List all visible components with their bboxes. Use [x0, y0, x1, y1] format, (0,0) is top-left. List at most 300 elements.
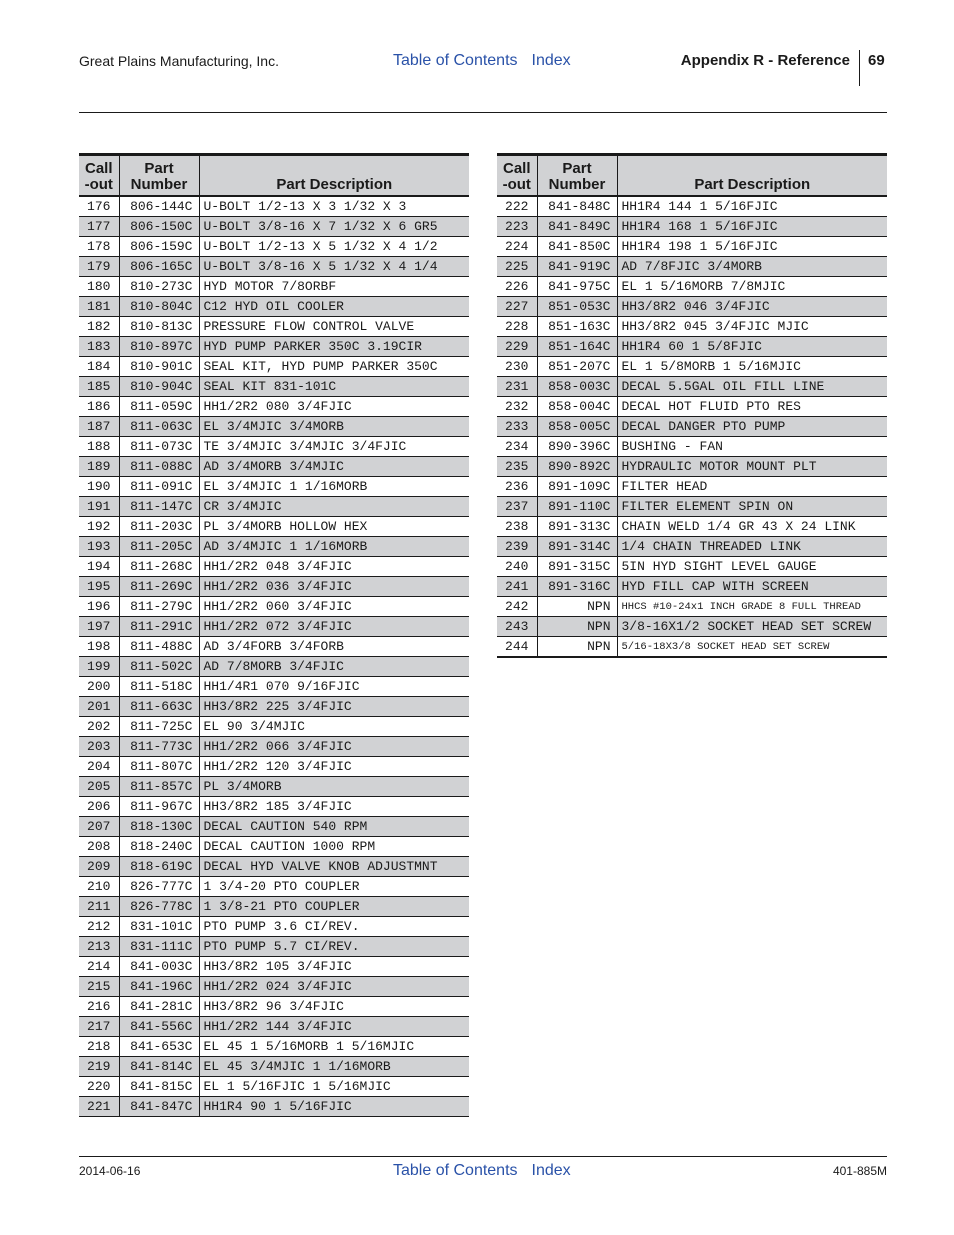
- header-divider: [859, 50, 860, 86]
- part-description-cell: TE 3/4MJIC 3/4MJIC 3/4FJIC: [199, 437, 469, 457]
- part-number-cell: 891-316C: [537, 577, 617, 597]
- table-header-row: [79, 155, 469, 197]
- table-row: [79, 677, 469, 697]
- part-number-cell: 811-967C: [119, 797, 199, 817]
- part-description-cell: C12 HYD OIL COOLER: [199, 297, 469, 317]
- part-number-cell: 811-268C: [119, 557, 199, 577]
- part-description-cell: HH1R4 90 1 5/16FJIC: [199, 1097, 469, 1117]
- part-description-cell: HH3/8R2 046 3/4FJIC: [617, 297, 887, 317]
- callout-cell: 231: [497, 377, 537, 397]
- part-number-cell: 811-663C: [119, 697, 199, 717]
- callout-cell: 224: [497, 237, 537, 257]
- callout-cell: 209: [79, 857, 119, 877]
- table-row: [79, 417, 469, 437]
- callout-cell: 228: [497, 317, 537, 337]
- callout-cell: 187: [79, 417, 119, 437]
- part-description-cell: HH1R4 168 1 5/16FJIC: [617, 217, 887, 237]
- part-number-cell: 841-653C: [119, 1037, 199, 1057]
- part-description-cell: EL 1 5/16MORB 7/8MJIC: [617, 277, 887, 297]
- part-number-cell: 841-847C: [119, 1097, 199, 1117]
- table-row: [79, 337, 469, 357]
- table-row: [79, 757, 469, 777]
- table-row: [79, 997, 469, 1017]
- callout-cell: 196: [79, 597, 119, 617]
- callout-cell: 205: [79, 777, 119, 797]
- callout-cell: 234: [497, 437, 537, 457]
- part-number-cell: 811-291C: [119, 617, 199, 637]
- table-row: [79, 637, 469, 657]
- table-row: [497, 537, 887, 557]
- appendix-title: Appendix R - Reference: [680, 52, 850, 69]
- part-number-cell: 851-207C: [537, 357, 617, 377]
- table-row: [79, 657, 469, 677]
- callout-cell: 178: [79, 237, 119, 257]
- part-description-cell: FILTER ELEMENT SPIN ON: [617, 497, 887, 517]
- part-description-cell: HYD PUMP PARKER 350C 3.19CIR: [199, 337, 469, 357]
- part-number-cell: 841-003C: [119, 957, 199, 977]
- table-row: [497, 417, 887, 437]
- part-number-cell: 811-269C: [119, 577, 199, 597]
- part-number-cell: 891-313C: [537, 517, 617, 537]
- callout-cell: 207: [79, 817, 119, 837]
- callout-cell: 206: [79, 797, 119, 817]
- callout-cell: 230: [497, 357, 537, 377]
- part-description-cell: HHCS #10-24x1 INCH GRADE 8 FULL THREAD: [617, 597, 887, 617]
- table-row: [497, 477, 887, 497]
- part-number-cell: 831-111C: [119, 937, 199, 957]
- part-description-cell: EL 3/4MJIC 1 1/16MORB: [199, 477, 469, 497]
- part-description-cell: DECAL DANGER PTO PUMP: [617, 417, 887, 437]
- part-number-cell: 811-205C: [119, 537, 199, 557]
- part-number-cell: 851-163C: [537, 317, 617, 337]
- part-number-cell: 811-059C: [119, 397, 199, 417]
- footer-nav: [393, 1162, 571, 1180]
- callout-cell: 183: [79, 337, 119, 357]
- table-row: [497, 297, 887, 317]
- part-description-cell: HH1/2R2 072 3/4FJIC: [199, 617, 469, 637]
- table-row: [79, 977, 469, 997]
- part-description-cell: HH1/2R2 066 3/4FJIC: [199, 737, 469, 757]
- part-description-cell: HH1/2R2 080 3/4FJIC: [199, 397, 469, 417]
- callout-cell: 184: [79, 357, 119, 377]
- callout-cell: 219: [79, 1057, 119, 1077]
- part-number-cell: 810-273C: [119, 277, 199, 297]
- table-row: [79, 497, 469, 517]
- table-row: [497, 337, 887, 357]
- table-row: [79, 897, 469, 917]
- table-row: [79, 737, 469, 757]
- table-row: [497, 557, 887, 577]
- callout-header: Call -out: [79, 155, 119, 197]
- callout-cell: 241: [497, 577, 537, 597]
- part-description-cell: HH3/8R2 96 3/4FJIC: [199, 997, 469, 1017]
- table-row: [79, 1037, 469, 1057]
- callout-cell: 235: [497, 457, 537, 477]
- part-number-cell: 891-315C: [537, 557, 617, 577]
- table-header-row: [497, 155, 887, 197]
- callout-cell: 211: [79, 897, 119, 917]
- part-description-cell: U-BOLT 1/2-13 X 5 1/32 X 4 1/2: [199, 237, 469, 257]
- callout-cell: 244: [497, 637, 537, 658]
- part-description-cell: AD 7/8FJIC 3/4MORB: [617, 257, 887, 277]
- part-description-cell: U-BOLT 3/8-16 X 7 1/32 X 6 GR5: [199, 217, 469, 237]
- callout-header: Call -out: [497, 155, 537, 197]
- table-row: [497, 397, 887, 417]
- callout-cell: 204: [79, 757, 119, 777]
- part-number-cell: 841-919C: [537, 257, 617, 277]
- part-number-cell: 841-975C: [537, 277, 617, 297]
- table-row: [497, 517, 887, 537]
- callout-cell: 195: [79, 577, 119, 597]
- table-row: [79, 397, 469, 417]
- part-description-cell: EL 1 5/16FJIC 1 5/16MJIC: [199, 1077, 469, 1097]
- table-row: [79, 1097, 469, 1117]
- part-number-cell: 810-897C: [119, 337, 199, 357]
- callout-cell: 199: [79, 657, 119, 677]
- table-row: [79, 797, 469, 817]
- part-description-cell: EL 1 5/8MORB 1 5/16MJIC: [617, 357, 887, 377]
- part-number-header: Part Number: [119, 155, 199, 197]
- table-row: [79, 917, 469, 937]
- table-row: [497, 317, 887, 337]
- callout-cell: 198: [79, 637, 119, 657]
- table-row: [79, 877, 469, 897]
- part-description-cell: HYDRAULIC MOTOR MOUNT PLT: [617, 457, 887, 477]
- callout-cell: 238: [497, 517, 537, 537]
- callout-cell: 227: [497, 297, 537, 317]
- table-row: [79, 717, 469, 737]
- part-description-cell: HH1/2R2 048 3/4FJIC: [199, 557, 469, 577]
- part-description-cell: 5/16-18X3/8 SOCKET HEAD SET SCREW: [617, 637, 887, 658]
- footer-date: 2014-06-16: [79, 1164, 141, 1178]
- table-row: [79, 577, 469, 597]
- part-description-cell: U-BOLT 1/2-13 X 3 1/32 X 3: [199, 196, 469, 217]
- part-number-cell: 891-314C: [537, 537, 617, 557]
- part-number-cell: 858-005C: [537, 417, 617, 437]
- callout-cell: 214: [79, 957, 119, 977]
- callout-cell: 223: [497, 217, 537, 237]
- table-row: [497, 457, 887, 477]
- part-number-cell: 810-901C: [119, 357, 199, 377]
- part-description-cell: EL 45 1 5/16MORB 1 5/16MJIC: [199, 1037, 469, 1057]
- table-row: [79, 1057, 469, 1077]
- table-row: [79, 597, 469, 617]
- part-number-cell: NPN: [537, 617, 617, 637]
- table-row: [497, 577, 887, 597]
- table-row: [497, 497, 887, 517]
- part-number-cell: 811-091C: [119, 477, 199, 497]
- table-row: [497, 377, 887, 397]
- callout-cell: 233: [497, 417, 537, 437]
- part-number-header: Part Number: [537, 155, 617, 197]
- part-description-cell: HH1R4 60 1 5/8FJIC: [617, 337, 887, 357]
- part-description-cell: DECAL 5.5GAL OIL FILL LINE: [617, 377, 887, 397]
- callout-cell: 220: [79, 1077, 119, 1097]
- callout-cell: 239: [497, 537, 537, 557]
- callout-cell: 188: [79, 437, 119, 457]
- table-row: [497, 237, 887, 257]
- part-description-cell: HH1/4R1 070 9/16FJIC: [199, 677, 469, 697]
- table-row: [79, 196, 469, 217]
- callout-cell: 186: [79, 397, 119, 417]
- callout-cell: 215: [79, 977, 119, 997]
- part-description-cell: PL 3/4MORB HOLLOW HEX: [199, 517, 469, 537]
- callout-cell: 189: [79, 457, 119, 477]
- table-row: [79, 837, 469, 857]
- part-number-cell: 806-159C: [119, 237, 199, 257]
- callout-cell: 193: [79, 537, 119, 557]
- part-number-cell: 858-004C: [537, 397, 617, 417]
- part-number-cell: 831-101C: [119, 917, 199, 937]
- table-row: [79, 437, 469, 457]
- part-description-cell: HH3/8R2 185 3/4FJIC: [199, 797, 469, 817]
- table-row: [79, 937, 469, 957]
- part-number-cell: 806-150C: [119, 217, 199, 237]
- callout-cell: 232: [497, 397, 537, 417]
- callout-cell: 181: [79, 297, 119, 317]
- part-description-cell: HH1R4 198 1 5/16FJIC: [617, 237, 887, 257]
- callout-cell: 226: [497, 277, 537, 297]
- callout-cell: 243: [497, 617, 537, 637]
- part-number-cell: 811-488C: [119, 637, 199, 657]
- part-description-cell: 1 3/4-20 PTO COUPLER: [199, 877, 469, 897]
- table-row: [79, 697, 469, 717]
- callout-cell: 240: [497, 557, 537, 577]
- table-row: [497, 637, 887, 658]
- document-code: 401-885M: [832, 1164, 887, 1178]
- part-number-cell: 826-777C: [119, 877, 199, 897]
- header-rule: [79, 112, 887, 113]
- part-description-header: Part Description: [199, 155, 469, 197]
- table-row: [79, 1017, 469, 1037]
- part-number-cell: 841-814C: [119, 1057, 199, 1077]
- footer-rule: [79, 1156, 887, 1157]
- callout-cell: 236: [497, 477, 537, 497]
- table-row: [79, 237, 469, 257]
- part-number-cell: 841-850C: [537, 237, 617, 257]
- table-row: [497, 437, 887, 457]
- part-number-cell: 810-904C: [119, 377, 199, 397]
- callout-cell: 200: [79, 677, 119, 697]
- part-description-cell: SEAL KIT, HYD PUMP PARKER 350C: [199, 357, 469, 377]
- part-description-cell: FILTER HEAD: [617, 477, 887, 497]
- part-number-cell: 811-088C: [119, 457, 199, 477]
- callout-cell: 242: [497, 597, 537, 617]
- part-description-cell: AD 3/4FORB 3/4FORB: [199, 637, 469, 657]
- part-description-cell: EL 45 3/4MJIC 1 1/16MORB: [199, 1057, 469, 1077]
- part-number-cell: 818-619C: [119, 857, 199, 877]
- part-description-cell: PRESSURE FLOW CONTROL VALVE: [199, 317, 469, 337]
- part-description-cell: PL 3/4MORB: [199, 777, 469, 797]
- part-description-cell: HH1/2R2 144 3/4FJIC: [199, 1017, 469, 1037]
- part-description-cell: HH1/2R2 060 3/4FJIC: [199, 597, 469, 617]
- part-description-cell: HH3/8R2 105 3/4FJIC: [199, 957, 469, 977]
- table-row: [79, 357, 469, 377]
- part-number-cell: 811-147C: [119, 497, 199, 517]
- callout-cell: 203: [79, 737, 119, 757]
- part-number-cell: 841-815C: [119, 1077, 199, 1097]
- table-row: [497, 196, 887, 217]
- table-row: [497, 217, 887, 237]
- part-description-cell: HH3/8R2 045 3/4FJIC MJIC: [617, 317, 887, 337]
- part-number-cell: 810-804C: [119, 297, 199, 317]
- callout-cell: 201: [79, 697, 119, 717]
- table-row: [497, 357, 887, 377]
- part-number-cell: 890-892C: [537, 457, 617, 477]
- part-description-cell: SEAL KIT 831-101C: [199, 377, 469, 397]
- part-number-cell: 841-281C: [119, 997, 199, 1017]
- parts-table-left: [79, 153, 469, 1117]
- part-description-cell: DECAL HOT FLUID PTO RES: [617, 397, 887, 417]
- page-number: 69: [868, 52, 885, 69]
- callout-cell: 212: [79, 917, 119, 937]
- table-row: [79, 777, 469, 797]
- part-number-cell: 811-807C: [119, 757, 199, 777]
- table-row: [79, 537, 469, 557]
- table-row: [79, 257, 469, 277]
- callout-cell: 216: [79, 997, 119, 1017]
- table-row: [497, 257, 887, 277]
- part-description-cell: HYD MOTOR 7/8ORBF: [199, 277, 469, 297]
- callout-cell: 176: [79, 196, 119, 217]
- part-number-cell: 811-279C: [119, 597, 199, 617]
- part-description-cell: DECAL CAUTION 540 RPM: [199, 817, 469, 837]
- table-row: [79, 517, 469, 537]
- parts-table-right: [497, 153, 887, 658]
- callout-cell: 202: [79, 717, 119, 737]
- part-number-cell: 811-773C: [119, 737, 199, 757]
- callout-cell: 218: [79, 1037, 119, 1057]
- part-number-cell: 891-109C: [537, 477, 617, 497]
- table-row: [79, 1077, 469, 1097]
- part-number-cell: 891-110C: [537, 497, 617, 517]
- callout-cell: 182: [79, 317, 119, 337]
- part-number-cell: 811-725C: [119, 717, 199, 737]
- callout-cell: 210: [79, 877, 119, 897]
- table-row: [79, 277, 469, 297]
- callout-cell: 213: [79, 937, 119, 957]
- part-number-cell: 806-165C: [119, 257, 199, 277]
- part-description-cell: DECAL HYD VALVE KNOB ADJUSTMNT: [199, 857, 469, 877]
- part-number-cell: 818-130C: [119, 817, 199, 837]
- toc-link[interactable]: Table of Contents: [393, 52, 518, 69]
- part-description-cell: HH1/2R2 036 3/4FJIC: [199, 577, 469, 597]
- part-number-cell: 811-857C: [119, 777, 199, 797]
- part-number-cell: 841-848C: [537, 196, 617, 217]
- part-description-cell: U-BOLT 3/8-16 X 5 1/32 X 4 1/4: [199, 257, 469, 277]
- part-number-cell: 841-196C: [119, 977, 199, 997]
- part-description-header: Part Description: [617, 155, 887, 197]
- callout-cell: 190: [79, 477, 119, 497]
- callout-cell: 197: [79, 617, 119, 637]
- part-description-cell: 1/4 CHAIN THREADED LINK: [617, 537, 887, 557]
- part-number-cell: 818-240C: [119, 837, 199, 857]
- part-description-cell: 3/8-16X1/2 SOCKET HEAD SET SCREW: [617, 617, 887, 637]
- table-row: [497, 277, 887, 297]
- part-description-cell: AD 3/4MJIC 1 1/16MORB: [199, 537, 469, 557]
- toc-link[interactable]: Table of Contents: [393, 1162, 518, 1179]
- part-description-cell: CR 3/4MJIC: [199, 497, 469, 517]
- part-number-cell: 826-778C: [119, 897, 199, 917]
- table-row: [79, 477, 469, 497]
- part-number-cell: 858-003C: [537, 377, 617, 397]
- header-nav: [393, 52, 571, 70]
- part-description-cell: HYD FILL CAP WITH SCREEN: [617, 577, 887, 597]
- callout-cell: 180: [79, 277, 119, 297]
- part-description-cell: HH3/8R2 225 3/4FJIC: [199, 697, 469, 717]
- part-number-cell: NPN: [537, 597, 617, 617]
- part-description-cell: CHAIN WELD 1/4 GR 43 X 24 LINK: [617, 517, 887, 537]
- part-number-cell: 811-203C: [119, 517, 199, 537]
- table-row: [497, 617, 887, 637]
- part-description-cell: 1 3/8-21 PTO COUPLER: [199, 897, 469, 917]
- part-number-cell: 811-063C: [119, 417, 199, 437]
- callout-cell: 222: [497, 196, 537, 217]
- part-description-cell: HH1R4 144 1 5/16FJIC: [617, 196, 887, 217]
- part-description-cell: 5IN HYD SIGHT LEVEL GAUGE: [617, 557, 887, 577]
- index-link[interactable]: Index: [531, 52, 571, 69]
- part-number-cell: 811-502C: [119, 657, 199, 677]
- part-description-cell: HH1/2R2 024 3/4FJIC: [199, 977, 469, 997]
- part-number-cell: 890-396C: [537, 437, 617, 457]
- part-description-cell: AD 3/4MORB 3/4MJIC: [199, 457, 469, 477]
- callout-cell: 194: [79, 557, 119, 577]
- table-row: [79, 317, 469, 337]
- callout-cell: 179: [79, 257, 119, 277]
- table-row: [79, 217, 469, 237]
- part-description-cell: PTO PUMP 5.7 CI/REV.: [199, 937, 469, 957]
- table-row: [79, 297, 469, 317]
- table-row: [497, 597, 887, 617]
- part-description-cell: EL 3/4MJIC 3/4MORB: [199, 417, 469, 437]
- callout-cell: 229: [497, 337, 537, 357]
- part-number-cell: 841-849C: [537, 217, 617, 237]
- table-row: [79, 377, 469, 397]
- part-description-cell: EL 90 3/4MJIC: [199, 717, 469, 737]
- callout-cell: 192: [79, 517, 119, 537]
- callout-cell: 177: [79, 217, 119, 237]
- table-row: [79, 457, 469, 477]
- table-row: [79, 857, 469, 877]
- part-description-cell: DECAL CAUTION 1000 RPM: [199, 837, 469, 857]
- table-row: [79, 617, 469, 637]
- callout-cell: 237: [497, 497, 537, 517]
- table-row: [79, 557, 469, 577]
- part-number-cell: NPN: [537, 637, 617, 658]
- part-number-cell: 851-164C: [537, 337, 617, 357]
- part-number-cell: 811-073C: [119, 437, 199, 457]
- part-number-cell: 851-053C: [537, 297, 617, 317]
- part-description-cell: PTO PUMP 3.6 CI/REV.: [199, 917, 469, 937]
- part-description-cell: HH1/2R2 120 3/4FJIC: [199, 757, 469, 777]
- callout-cell: 217: [79, 1017, 119, 1037]
- index-link[interactable]: Index: [531, 1162, 571, 1179]
- table-row: [79, 957, 469, 977]
- part-number-cell: 810-813C: [119, 317, 199, 337]
- table-row: [79, 817, 469, 837]
- company-name: Great Plains Manufacturing, Inc.: [79, 53, 279, 69]
- part-number-cell: 806-144C: [119, 196, 199, 217]
- callout-cell: 221: [79, 1097, 119, 1117]
- callout-cell: 191: [79, 497, 119, 517]
- part-number-cell: 811-518C: [119, 677, 199, 697]
- callout-cell: 185: [79, 377, 119, 397]
- part-description-cell: AD 7/8MORB 3/4FJIC: [199, 657, 469, 677]
- part-number-cell: 841-556C: [119, 1017, 199, 1037]
- callout-cell: 208: [79, 837, 119, 857]
- callout-cell: 225: [497, 257, 537, 277]
- part-description-cell: BUSHING - FAN: [617, 437, 887, 457]
